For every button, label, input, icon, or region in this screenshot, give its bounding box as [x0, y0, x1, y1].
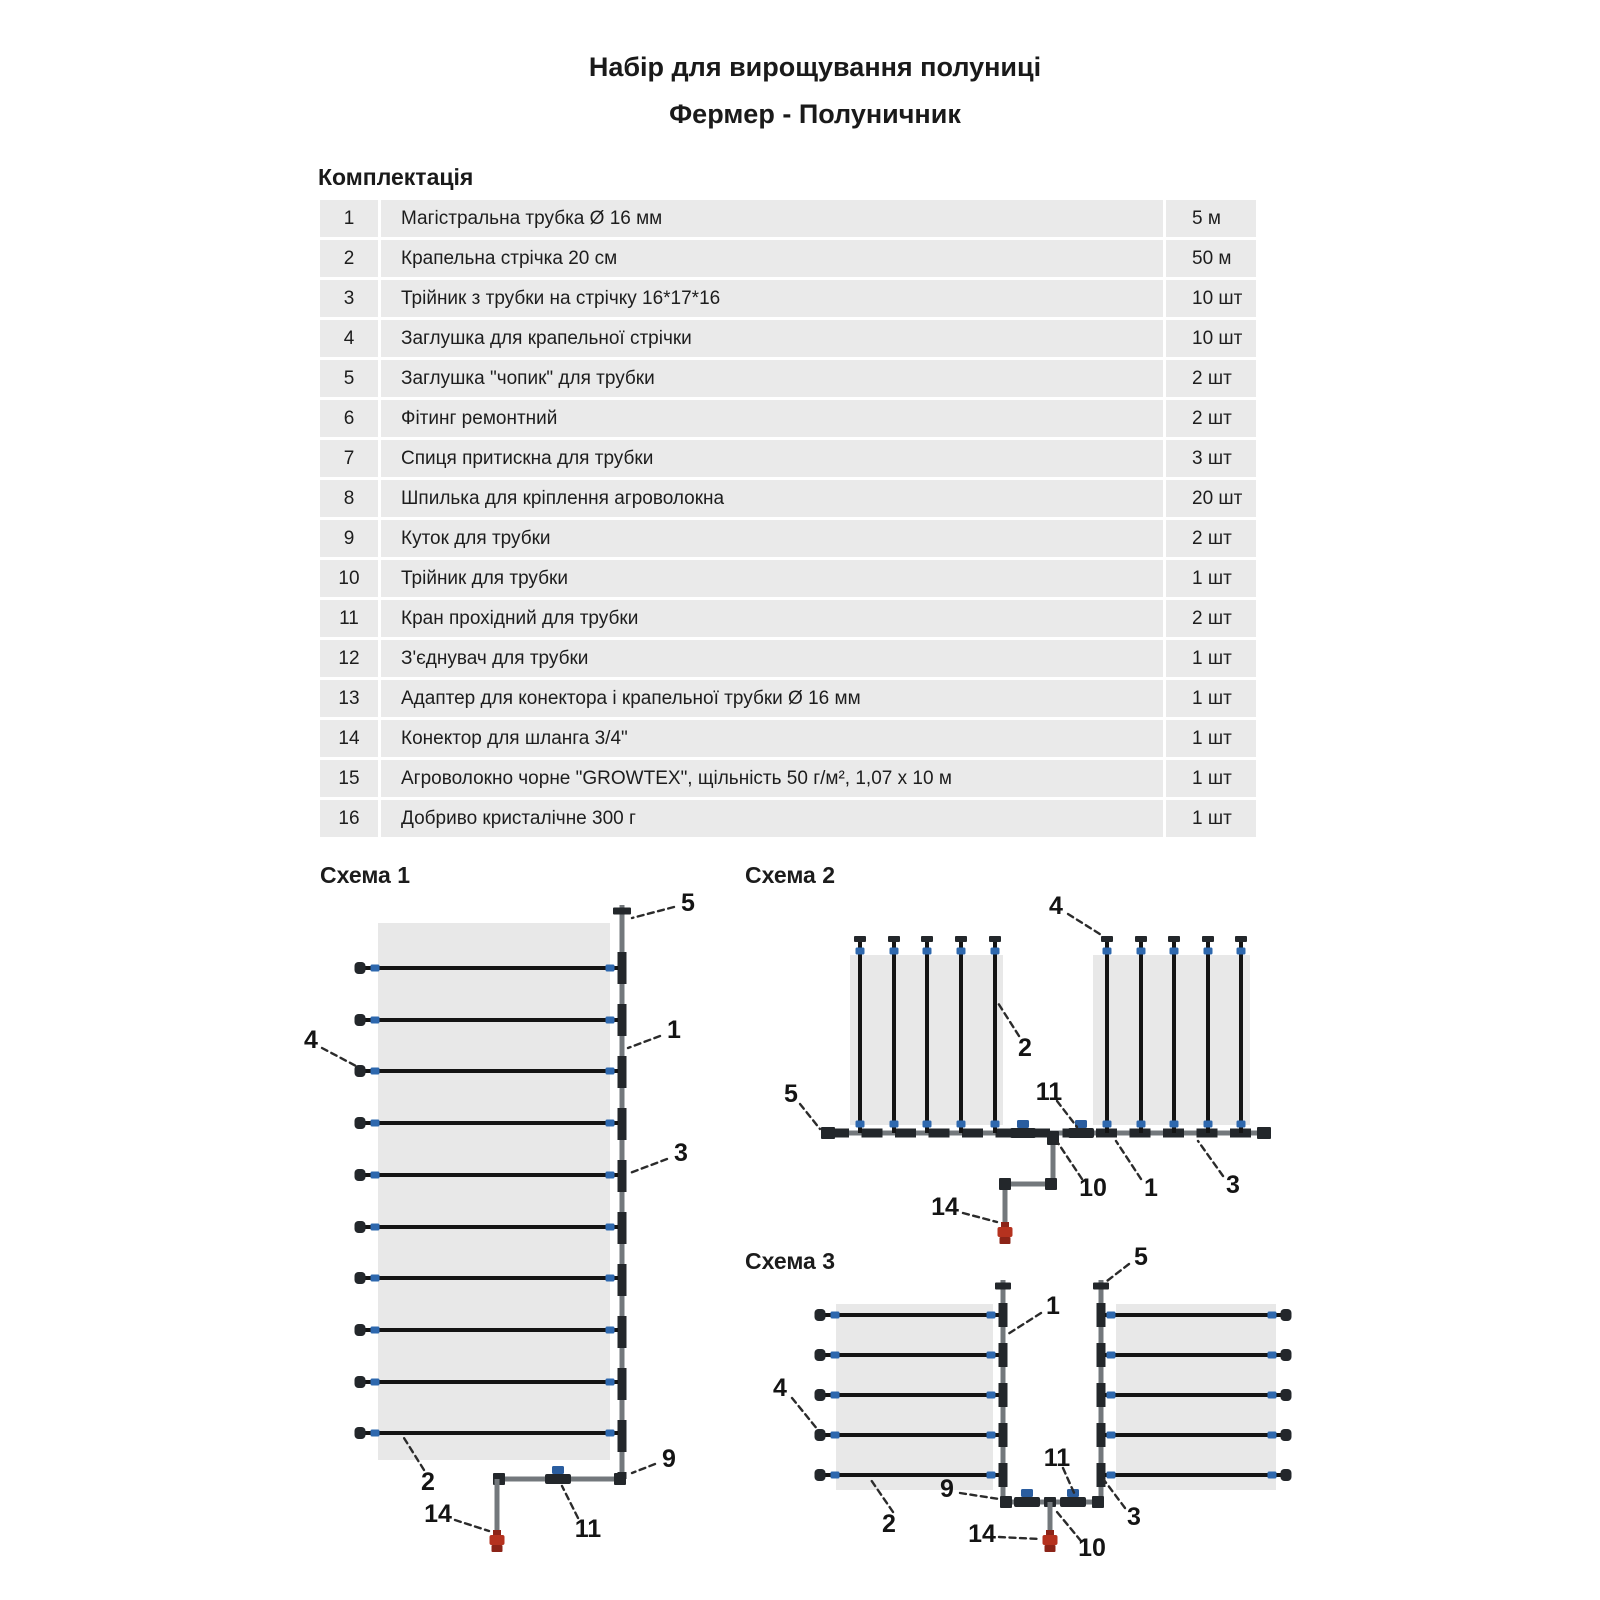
tape-connector-dot	[371, 1068, 380, 1075]
label-leader-line	[632, 1464, 655, 1473]
label-leader-line	[630, 1159, 667, 1173]
row-number: 3	[320, 280, 378, 317]
row-number: 8	[320, 480, 378, 517]
item-qty: 1 шт	[1166, 720, 1256, 757]
item-name: Заглушка для крапельної стрічки	[381, 320, 1163, 357]
tape-connector-dot	[371, 1224, 380, 1231]
tape-end-cap	[1135, 936, 1147, 942]
tape-end-cap	[1281, 1469, 1292, 1481]
tape-connector-dot	[831, 1392, 840, 1399]
tape-end-cap	[1168, 936, 1180, 942]
fitting-block	[821, 1127, 835, 1139]
item-qty: 1 шт	[1166, 800, 1256, 837]
item-qty: 1 шт	[1166, 560, 1256, 597]
tape-end-cap	[854, 936, 866, 942]
tape-connector-dot	[831, 1472, 840, 1479]
part-number-label: 4	[773, 1374, 787, 1402]
row-number: 11	[320, 600, 378, 637]
tape-connector-dot	[606, 1017, 615, 1024]
part-number-label: 1	[667, 1016, 681, 1044]
tape-connector-dot	[957, 1121, 966, 1128]
label-leader-line	[632, 907, 674, 918]
item-name: Агроволокно чорне "GROWTEX", щільність 50 г/м², 1,07 х 10 м	[381, 760, 1163, 797]
item-qty: 1 шт	[1166, 640, 1256, 677]
tape-connector-dot	[987, 1432, 996, 1439]
tape-connector-dot	[606, 1068, 615, 1075]
part-number-label: 10	[1079, 1174, 1107, 1202]
tape-connector-dot	[1237, 948, 1246, 955]
tape-connector-dot	[371, 1120, 380, 1127]
tape-connector-dot	[987, 1352, 996, 1359]
hose-connector-base	[492, 1545, 503, 1552]
row-number: 16	[320, 800, 378, 837]
part-number-label: 5	[784, 1080, 798, 1108]
label-leader-line	[963, 1213, 997, 1222]
tape-connector-dot	[1107, 1472, 1116, 1479]
row-number: 5	[320, 360, 378, 397]
item-qty: 50 м	[1166, 240, 1256, 277]
row-number: 4	[320, 320, 378, 357]
label-leader-line	[960, 1493, 999, 1499]
tape-end-cap	[1281, 1309, 1292, 1321]
hose-connector-body	[1043, 1535, 1058, 1545]
tape-connector-dot	[1107, 1352, 1116, 1359]
tape-connector-dot	[371, 1172, 380, 1179]
label-leader-line	[800, 1104, 820, 1129]
tape-connector-dot	[1107, 1312, 1116, 1319]
item-name: Куток для трубки	[381, 520, 1163, 557]
part-number-label: 3	[1226, 1171, 1240, 1199]
tape-connector-dot	[1137, 1121, 1146, 1128]
tape-connector-dot	[1170, 1121, 1179, 1128]
part-number-label: 4	[304, 1026, 318, 1054]
tape-end-cap	[355, 1014, 366, 1026]
tape-connector-dot	[606, 1224, 615, 1231]
tape-end-cap	[355, 1324, 366, 1336]
part-number-label: 14	[968, 1520, 996, 1548]
row-number: 13	[320, 680, 378, 717]
part-number-label: 14	[931, 1193, 959, 1221]
tape-end-cap	[1235, 936, 1247, 942]
part-number-label: 14	[424, 1500, 452, 1528]
row-number: 9	[320, 520, 378, 557]
item-name: Спиця притискна для трубки	[381, 440, 1163, 477]
tape-connector-dot	[606, 1327, 615, 1334]
page-subtitle: Фермер - Полуничник	[669, 99, 961, 129]
tape-connector-dot	[1103, 1121, 1112, 1128]
page-title: Набір для вирощування полуниці	[588, 52, 1042, 82]
tape-connector-dot	[1137, 948, 1146, 955]
tape-end-cap	[815, 1349, 826, 1361]
tape-connector-dot	[856, 1121, 865, 1128]
item-name: Магістральна трубка Ø 16 мм	[381, 200, 1163, 237]
item-name: Конектор для шланга 3/4"	[381, 720, 1163, 757]
item-qty: 20 шт	[1166, 480, 1256, 517]
tape-connector-dot	[890, 1121, 899, 1128]
hose-connector-body	[998, 1227, 1013, 1237]
fitting-block	[613, 908, 631, 915]
item-qty: 3 шт	[1166, 440, 1256, 477]
fitting-block	[995, 1283, 1011, 1290]
valve-body	[1014, 1497, 1040, 1507]
item-name: Шпилька для кріплення агроволокна	[381, 480, 1163, 517]
part-number-label: 5	[681, 889, 695, 917]
row-number: 7	[320, 440, 378, 477]
part-number-label: 11	[1043, 1444, 1071, 1472]
tape-end-cap	[815, 1469, 826, 1481]
tape-connector-dot	[371, 1379, 380, 1386]
hose-connector-top	[493, 1530, 501, 1535]
tape-connector-dot	[987, 1392, 996, 1399]
part-number-label: 2	[882, 1510, 896, 1538]
item-qty: 1 шт	[1166, 760, 1256, 797]
tape-end-cap	[989, 936, 1001, 942]
part-number-label: 5	[1134, 1243, 1148, 1271]
tape-connector-dot	[890, 948, 899, 955]
tape-end-cap	[355, 1221, 366, 1233]
section-heading-komplektacia: Комплектація	[318, 164, 474, 190]
tape-connector-dot	[606, 1172, 615, 1179]
part-number-label: 10	[1078, 1534, 1106, 1562]
item-qty: 2 шт	[1166, 520, 1256, 557]
valve-handle	[1021, 1489, 1033, 1497]
tape-connector-dot	[987, 1472, 996, 1479]
tape-connector-dot	[606, 965, 615, 972]
tape-connector-dot	[606, 1120, 615, 1127]
item-qty: 10 шт	[1166, 320, 1256, 357]
label-leader-line	[562, 1486, 578, 1518]
label-leader-line	[628, 1036, 660, 1048]
tape-end-cap	[1101, 936, 1113, 942]
hose-connector-base	[1045, 1545, 1056, 1552]
tape-connector-dot	[371, 1430, 380, 1437]
part-number-label: 1	[1144, 1174, 1158, 1202]
part-number-label: 3	[1127, 1503, 1141, 1531]
tape-end-cap	[355, 1117, 366, 1129]
fitting-block	[1045, 1178, 1057, 1190]
tape-connector-dot	[1170, 948, 1179, 955]
tape-connector-dot	[831, 1312, 840, 1319]
valve-body	[1068, 1128, 1094, 1138]
item-name: Кран прохідний для трубки	[381, 600, 1163, 637]
tape-connector-dot	[991, 948, 1000, 955]
fitting-block	[1257, 1127, 1271, 1139]
fitting-block	[1000, 1496, 1012, 1508]
fitting-block	[1092, 1496, 1104, 1508]
tape-end-cap	[815, 1309, 826, 1321]
tape-connector-dot	[606, 1379, 615, 1386]
tape-end-cap	[921, 936, 933, 942]
label-leader-line	[1068, 914, 1103, 936]
fitting-block	[614, 1473, 626, 1485]
part-number-label: 1	[1046, 1292, 1060, 1320]
valve-body	[1060, 1497, 1086, 1507]
label-leader-line	[1198, 1141, 1223, 1176]
tape-connector-dot	[923, 1121, 932, 1128]
part-number-label: 11	[574, 1515, 602, 1543]
tape-end-cap	[955, 936, 967, 942]
hose-connector-top	[1046, 1530, 1054, 1535]
tape-connector-dot	[991, 1121, 1000, 1128]
valve-body	[1010, 1128, 1036, 1138]
bed-area	[1093, 955, 1250, 1125]
tape-end-cap	[355, 1169, 366, 1181]
tape-connector-dot	[987, 1312, 996, 1319]
valve-handle	[1017, 1120, 1029, 1128]
part-number-label: 2	[1018, 1034, 1032, 1062]
tape-connector-dot	[1204, 948, 1213, 955]
row-number: 6	[320, 400, 378, 437]
item-name: Фітинг ремонтний	[381, 400, 1163, 437]
tape-connector-dot	[831, 1432, 840, 1439]
part-number-label: 3	[674, 1139, 688, 1167]
item-name: Трійник для трубки	[381, 560, 1163, 597]
part-number-label: 9	[662, 1445, 676, 1473]
label-leader-line	[455, 1520, 489, 1531]
row-number: 2	[320, 240, 378, 277]
tape-end-cap	[1281, 1389, 1292, 1401]
row-number: 15	[320, 760, 378, 797]
label-leader-line	[1116, 1141, 1141, 1179]
tape-end-cap	[355, 1376, 366, 1388]
label-leader-line	[792, 1398, 818, 1430]
row-number: 14	[320, 720, 378, 757]
tape-connector-dot	[1268, 1312, 1277, 1319]
tape-connector-dot	[856, 948, 865, 955]
tape-end-cap	[888, 936, 900, 942]
tape-end-cap	[815, 1429, 826, 1441]
label-leader-line	[999, 1537, 1040, 1539]
tape-connector-dot	[1237, 1121, 1246, 1128]
row-number: 1	[320, 200, 378, 237]
tape-connector-dot	[371, 1017, 380, 1024]
tape-connector-dot	[1268, 1352, 1277, 1359]
tape-end-cap	[355, 1427, 366, 1439]
tape-connector-dot	[1268, 1392, 1277, 1399]
part-number-label: 9	[940, 1475, 954, 1503]
fitting-block	[1093, 1283, 1109, 1290]
part-number-label: 11	[1035, 1078, 1063, 1106]
schema3-title: Схема 3	[745, 1248, 836, 1274]
hose-connector-top	[1001, 1222, 1009, 1227]
tape-connector-dot	[957, 948, 966, 955]
tape-connector-dot	[371, 1327, 380, 1334]
tape-connector-dot	[1107, 1392, 1116, 1399]
tape-connector-dot	[371, 965, 380, 972]
hose-connector-body	[490, 1535, 505, 1545]
item-qty: 5 м	[1166, 200, 1256, 237]
item-name: Трійник з трубки на стрічку 16*17*16	[381, 280, 1163, 317]
tape-end-cap	[355, 1272, 366, 1284]
item-name: Адаптер для конектора і крапельної трубки Ø 16 мм	[381, 680, 1163, 717]
tape-connector-dot	[1107, 1432, 1116, 1439]
item-qty: 2 шт	[1166, 600, 1256, 637]
fitting-block	[999, 1178, 1011, 1190]
tape-end-cap	[1281, 1349, 1292, 1361]
schema2-title: Схема 2	[745, 862, 836, 888]
item-qty: 2 шт	[1166, 360, 1256, 397]
label-leader-line	[1008, 1313, 1041, 1334]
item-qty: 1 шт	[1166, 680, 1256, 717]
tape-connector-dot	[606, 1275, 615, 1282]
tape-end-cap	[815, 1389, 826, 1401]
tape-end-cap	[355, 1065, 366, 1077]
tape-connector-dot	[371, 1275, 380, 1282]
hose-connector-base	[1000, 1237, 1011, 1244]
item-qty: 10 шт	[1166, 280, 1256, 317]
item-qty: 2 шт	[1166, 400, 1256, 437]
item-name: Крапельна стрічка 20 см	[381, 240, 1163, 277]
tape-end-cap	[1202, 936, 1214, 942]
valve-body	[545, 1474, 571, 1484]
bed-area	[378, 923, 610, 1460]
label-leader-line	[322, 1048, 356, 1066]
schema1-title: Схема 1	[320, 862, 411, 888]
valve-handle	[552, 1466, 564, 1474]
item-name: З'єднувач для трубки	[381, 640, 1163, 677]
item-name: Добриво кристалічне 300 г	[381, 800, 1163, 837]
tape-connector-dot	[1204, 1121, 1213, 1128]
part-number-label: 4	[1049, 892, 1063, 920]
tape-connector-dot	[1103, 948, 1112, 955]
row-number: 10	[320, 560, 378, 597]
tape-end-cap	[1281, 1429, 1292, 1441]
item-name: Заглушка "чопик" для трубки	[381, 360, 1163, 397]
tape-connector-dot	[606, 1430, 615, 1437]
row-number: 12	[320, 640, 378, 677]
tape-end-cap	[355, 962, 366, 974]
tape-connector-dot	[1268, 1472, 1277, 1479]
tape-connector-dot	[923, 948, 932, 955]
tape-connector-dot	[831, 1352, 840, 1359]
tape-connector-dot	[1268, 1432, 1277, 1439]
part-number-label: 2	[421, 1468, 435, 1496]
label-leader-line	[1107, 1264, 1129, 1281]
